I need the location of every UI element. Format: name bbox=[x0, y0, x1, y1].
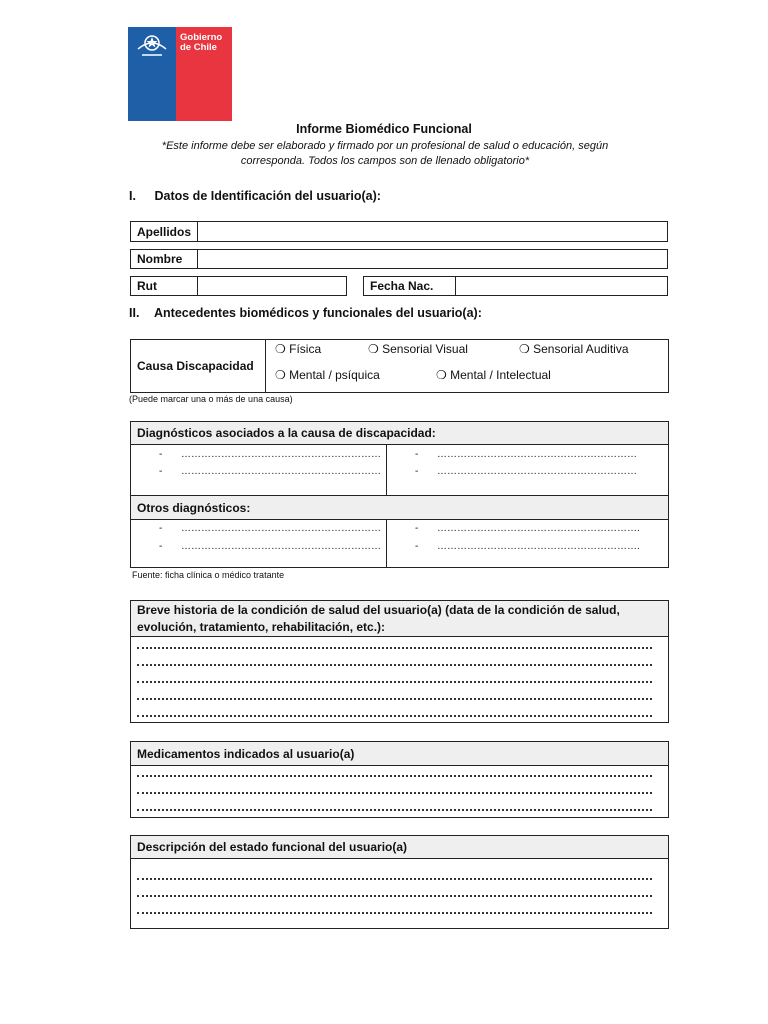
nombre-field[interactable] bbox=[130, 249, 668, 269]
fecha-nac-label: Fecha Nac. bbox=[364, 277, 456, 295]
otros-line-1[interactable]: …………………………………………………… bbox=[181, 523, 381, 534]
diag-dash: - bbox=[415, 449, 419, 460]
radio-circle-icon: ❍ bbox=[368, 342, 379, 356]
apellidos-label: Apellidos bbox=[131, 222, 198, 241]
fuente-note: Fuente: ficha clínica o médico tratante bbox=[132, 570, 285, 580]
otros-line-3[interactable]: ……………………………………………………. bbox=[437, 523, 640, 534]
medicamentos-box bbox=[130, 741, 669, 818]
logo-text: Gobierno de Chile bbox=[180, 32, 223, 53]
historia-header: Breve historia de la condición de salud del usuario(a) (data de la condición de salud, evolución, tratamiento, rehabilitación, etc.): bbox=[131, 601, 668, 637]
estado-line[interactable] bbox=[137, 912, 652, 914]
radio-mental-intelectual[interactable] bbox=[436, 368, 551, 382]
causa-note: (Puede marcar una o más de una causa) bbox=[129, 394, 293, 404]
gobierno-de-chile-logo bbox=[128, 27, 232, 121]
fecha-nac-field[interactable] bbox=[363, 276, 668, 296]
radio-sensorial-auditiva[interactable] bbox=[519, 342, 629, 356]
section-1-number: I. bbox=[129, 189, 136, 203]
causa-discapacidad-table bbox=[130, 339, 669, 393]
diag-dash: - bbox=[415, 523, 419, 534]
nombre-label: Nombre bbox=[131, 250, 198, 268]
diag-line-2[interactable]: …………………………………………………… bbox=[181, 466, 381, 477]
causa-label: Causa Discapacidad bbox=[131, 340, 266, 392]
section-2-heading bbox=[129, 306, 482, 320]
coat-of-arms-icon bbox=[134, 31, 170, 61]
section-1-heading bbox=[129, 189, 381, 203]
radio-mental-psiquica-label: Mental / psíquica bbox=[289, 368, 380, 382]
diag-dash: - bbox=[159, 466, 163, 477]
historia-line[interactable] bbox=[137, 698, 652, 700]
rut-field[interactable] bbox=[130, 276, 347, 296]
diagnosticos-table bbox=[130, 421, 669, 568]
diag-dash: - bbox=[159, 449, 163, 460]
radio-sensorial-auditiva-label: Sensorial Auditiva bbox=[533, 342, 629, 356]
radio-sensorial-visual-label: Sensorial Visual bbox=[382, 342, 468, 356]
historia-box bbox=[130, 600, 669, 723]
estado-funcional-box bbox=[130, 835, 669, 929]
apellidos-field[interactable] bbox=[130, 221, 668, 242]
estado-line[interactable] bbox=[137, 878, 652, 880]
radio-sensorial-visual[interactable] bbox=[368, 342, 468, 356]
rut-label: Rut bbox=[131, 277, 198, 295]
radio-fisica-label: Física bbox=[289, 342, 322, 356]
otros-line-4[interactable]: ……………………………………………………. bbox=[437, 541, 640, 552]
radio-fisica[interactable] bbox=[275, 342, 321, 356]
medicamentos-line[interactable] bbox=[137, 809, 652, 811]
medicamentos-line[interactable] bbox=[137, 792, 652, 794]
radio-circle-icon: ❍ bbox=[436, 368, 447, 382]
radio-mental-intelectual-label: Mental / Intelectual bbox=[450, 368, 551, 382]
diag-dash: - bbox=[415, 541, 419, 552]
diag-line-3[interactable]: …………………………………………………… bbox=[437, 449, 637, 460]
medicamentos-line[interactable] bbox=[137, 775, 652, 777]
diag-dash: - bbox=[159, 523, 163, 534]
radio-circle-icon: ❍ bbox=[275, 342, 286, 356]
historia-line[interactable] bbox=[137, 647, 652, 649]
estado-line[interactable] bbox=[137, 895, 652, 897]
medicamentos-header: Medicamentos indicados al usuario(a) bbox=[131, 742, 668, 766]
historia-line[interactable] bbox=[137, 664, 652, 666]
diagnosticos-header: Diagnósticos asociados a la causa de discapacidad: bbox=[131, 422, 668, 445]
diag-dash: - bbox=[159, 541, 163, 552]
historia-line[interactable] bbox=[137, 715, 652, 717]
estado-header: Descripción del estado funcional del usuario(a) bbox=[131, 836, 668, 859]
otros-line-2[interactable]: …………………………………………………… bbox=[181, 541, 381, 552]
historia-line[interactable] bbox=[137, 681, 652, 683]
radio-mental-psiquica[interactable] bbox=[275, 368, 380, 382]
otros-diagnosticos-header: Otros diagnósticos: bbox=[131, 495, 668, 520]
diag-line-1[interactable]: …………………………………………………… bbox=[181, 449, 381, 460]
diag-dash: - bbox=[415, 466, 419, 477]
document-title: Informe Biomédico Funcional bbox=[296, 122, 472, 136]
section-2-title: Antecedentes biomédicos y funcionales del usuario(a): bbox=[154, 306, 482, 320]
diag-line-4[interactable]: …………………………………………………… bbox=[437, 466, 637, 477]
radio-circle-icon: ❍ bbox=[275, 368, 286, 382]
section-2-number: II. bbox=[129, 306, 140, 320]
radio-circle-icon: ❍ bbox=[519, 342, 530, 356]
document-subtitle: *Este informe debe ser elaborado y firmado por un profesional de salud o educación, según corresponda. Todos los campos son de llenado obligatorio* bbox=[161, 140, 609, 167]
section-1-title: Datos de Identificación del usuario(a): bbox=[154, 189, 381, 203]
